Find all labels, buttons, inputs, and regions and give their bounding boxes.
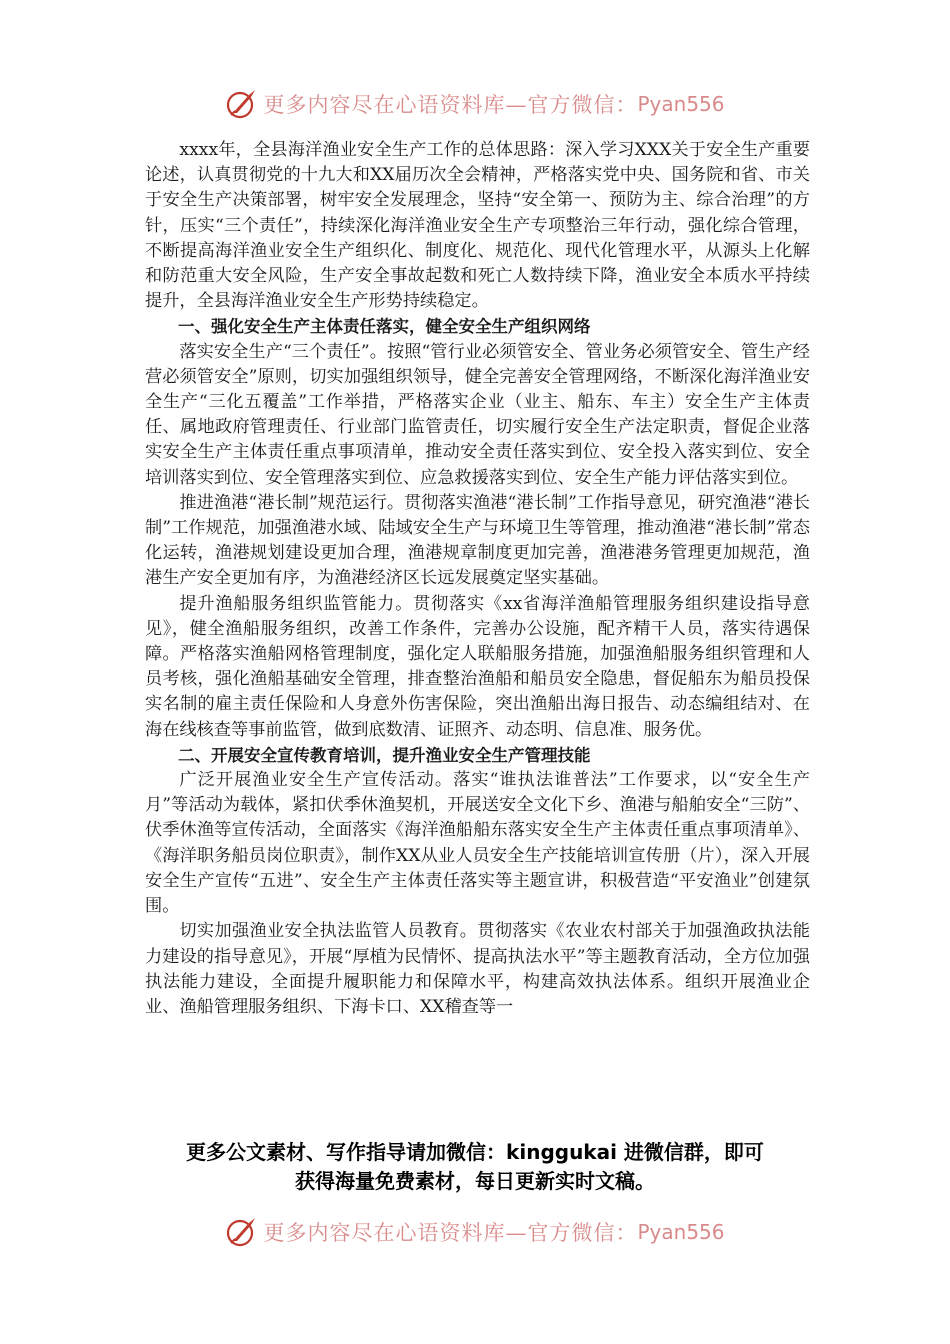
promo-line-2: 获得海量免费素材，每日更新实时文稿。 [295,1169,655,1193]
section-heading-2: 二、开展安全宣传教育培训，提升渔业安全生产管理技能 [178,745,591,765]
section-heading-1: 一、强化安全生产主体责任落实，健全安全生产组织网络 [178,317,591,337]
quill-logo-icon [225,87,259,121]
header-watermark [0,84,950,124]
body-paragraph: 提升渔船服务组织监管能力。贯彻落实《xx省海洋渔船管理服务组织建设指导意见》，健全渔船服务组织，改善工作条件，完善办公设施，配齐精干人员，落实待遇保障。严格落实渔船网格管理制度，强化定人联船服务措施，加强渔船服务组织管理和人员考核，强化渔船基础安全管理，排查整治渔船和船员安全隐患，督促船东为船员投保实名制的雇主责任保险和人身意外伤害保险，突出渔船出海日报告、动态编组结对、在海在线核查等事前监管，做到底数清、证照齐、动态明、信息准、服务优。 [145,593,810,740]
body-paragraph: 切实加强渔业安全执法监管人员教育。贯彻落实《农业农村部关于加强渔政执法能力建设的指导意见》，开展“厚植为民情怀、提高执法水平”等主题教育活动，全方位加强执法能力建设，全面提升履职能力和保障水平，构建高效执法体系。组织开展渔业企业、渔船管理服务组织、下海卡口、XX稽查等一 [145,921,810,1017]
watermark-wechat-id: Pyan556 [637,92,725,116]
intro-paragraph: xxxx年，全县海洋渔业安全生产工作的总体思路：深入学习XXX关于安全生产重要论述，认真贯彻党的十九大和XX届历次全会精神，严格落实党中央、国务院和省、市关于安全生产决策部署，树牢安全发展理念，坚持“安全第一、预防为主、综合治理”的方针，压实“三个责任”，持续深化海洋渔业安全生产专项整治三年行动，强化综合管理，不断提高海洋渔业安全生产组织化、制度化、规范化、现代化管理水平，从源头上化解和防范重大安全风险，生产安全事故起数和死亡人数持续下降，渔业安全本质水平持续提升，全县海洋渔业安全生产形势持续稳定。 [145,140,810,312]
promo-line-1: 更多公文素材、写作指导请加微信：kinggukai 进微信群，即可 [186,1140,764,1164]
body-paragraph: 推进渔港“港长制”规范运行。贯彻落实渔港“港长制”工作指导意见，研究渔港“港长制”工作规范，加强渔港水域、陆域安全生产与环境卫生等管理，推动渔港“港长制”常态化运转，渔港规划建设更加合理，渔港规章制度更加完善，渔港港务管理更加规范，渔港生产安全更加有序，为渔港经济区长远发展奠定坚实基础。 [145,492,810,589]
promo-banner [0,1138,950,1196]
body-paragraph: 落实安全生产“三个责任”。按照“管行业必须管安全、管业务必须管安全、管生产经营必须管安全”原则，切实加强组织领导，健全完善安全管理网络，不断深化海洋渔业安全生产“三化五覆盖”工作举措，严格落实企业（业主、船东、车主）安全生产主体责任、属地政府管理责任、行业部门监管责任，切实履行安全生产法定职责，督促企业落实安全生产主体责任重点事项清单，推动安全责任落实到位、安全投入落实到位、安全培训落实到位、安全管理落实到位、应急救援落实到位、安全生产能力评估落实到位。 [145,341,810,488]
body-paragraph: 广泛开展渔业安全生产宣传活动。落实“谁执法谁普法”工作要求，以“安全生产月”等活动为载体，紧扣伏季休渔契机，开展送安全文化下乡、渔港与船舶安全“三防”、伏季休渔等宣传活动，全面落实《海洋渔船船东落实安全生产主体责任重点事项清单》、《海洋职务船员岗位职责》，制作XX从业人员安全生产技能培训宣传册（片），深入开展安全生产宣传“五进”、安全生产主体责任落实等主题宣讲，积极营造“平安渔业”创建氛围。 [145,770,810,917]
document-body [145,138,810,1020]
watermark-text: 更多内容尽在心语资料库—官方微信： [263,1221,638,1245]
watermark-wechat-id: Pyan556 [637,1220,725,1244]
watermark-text: 更多内容尽在心语资料库—官方微信： [263,93,638,117]
footer-watermark [0,1212,950,1252]
quill-logo-icon [225,1215,259,1249]
